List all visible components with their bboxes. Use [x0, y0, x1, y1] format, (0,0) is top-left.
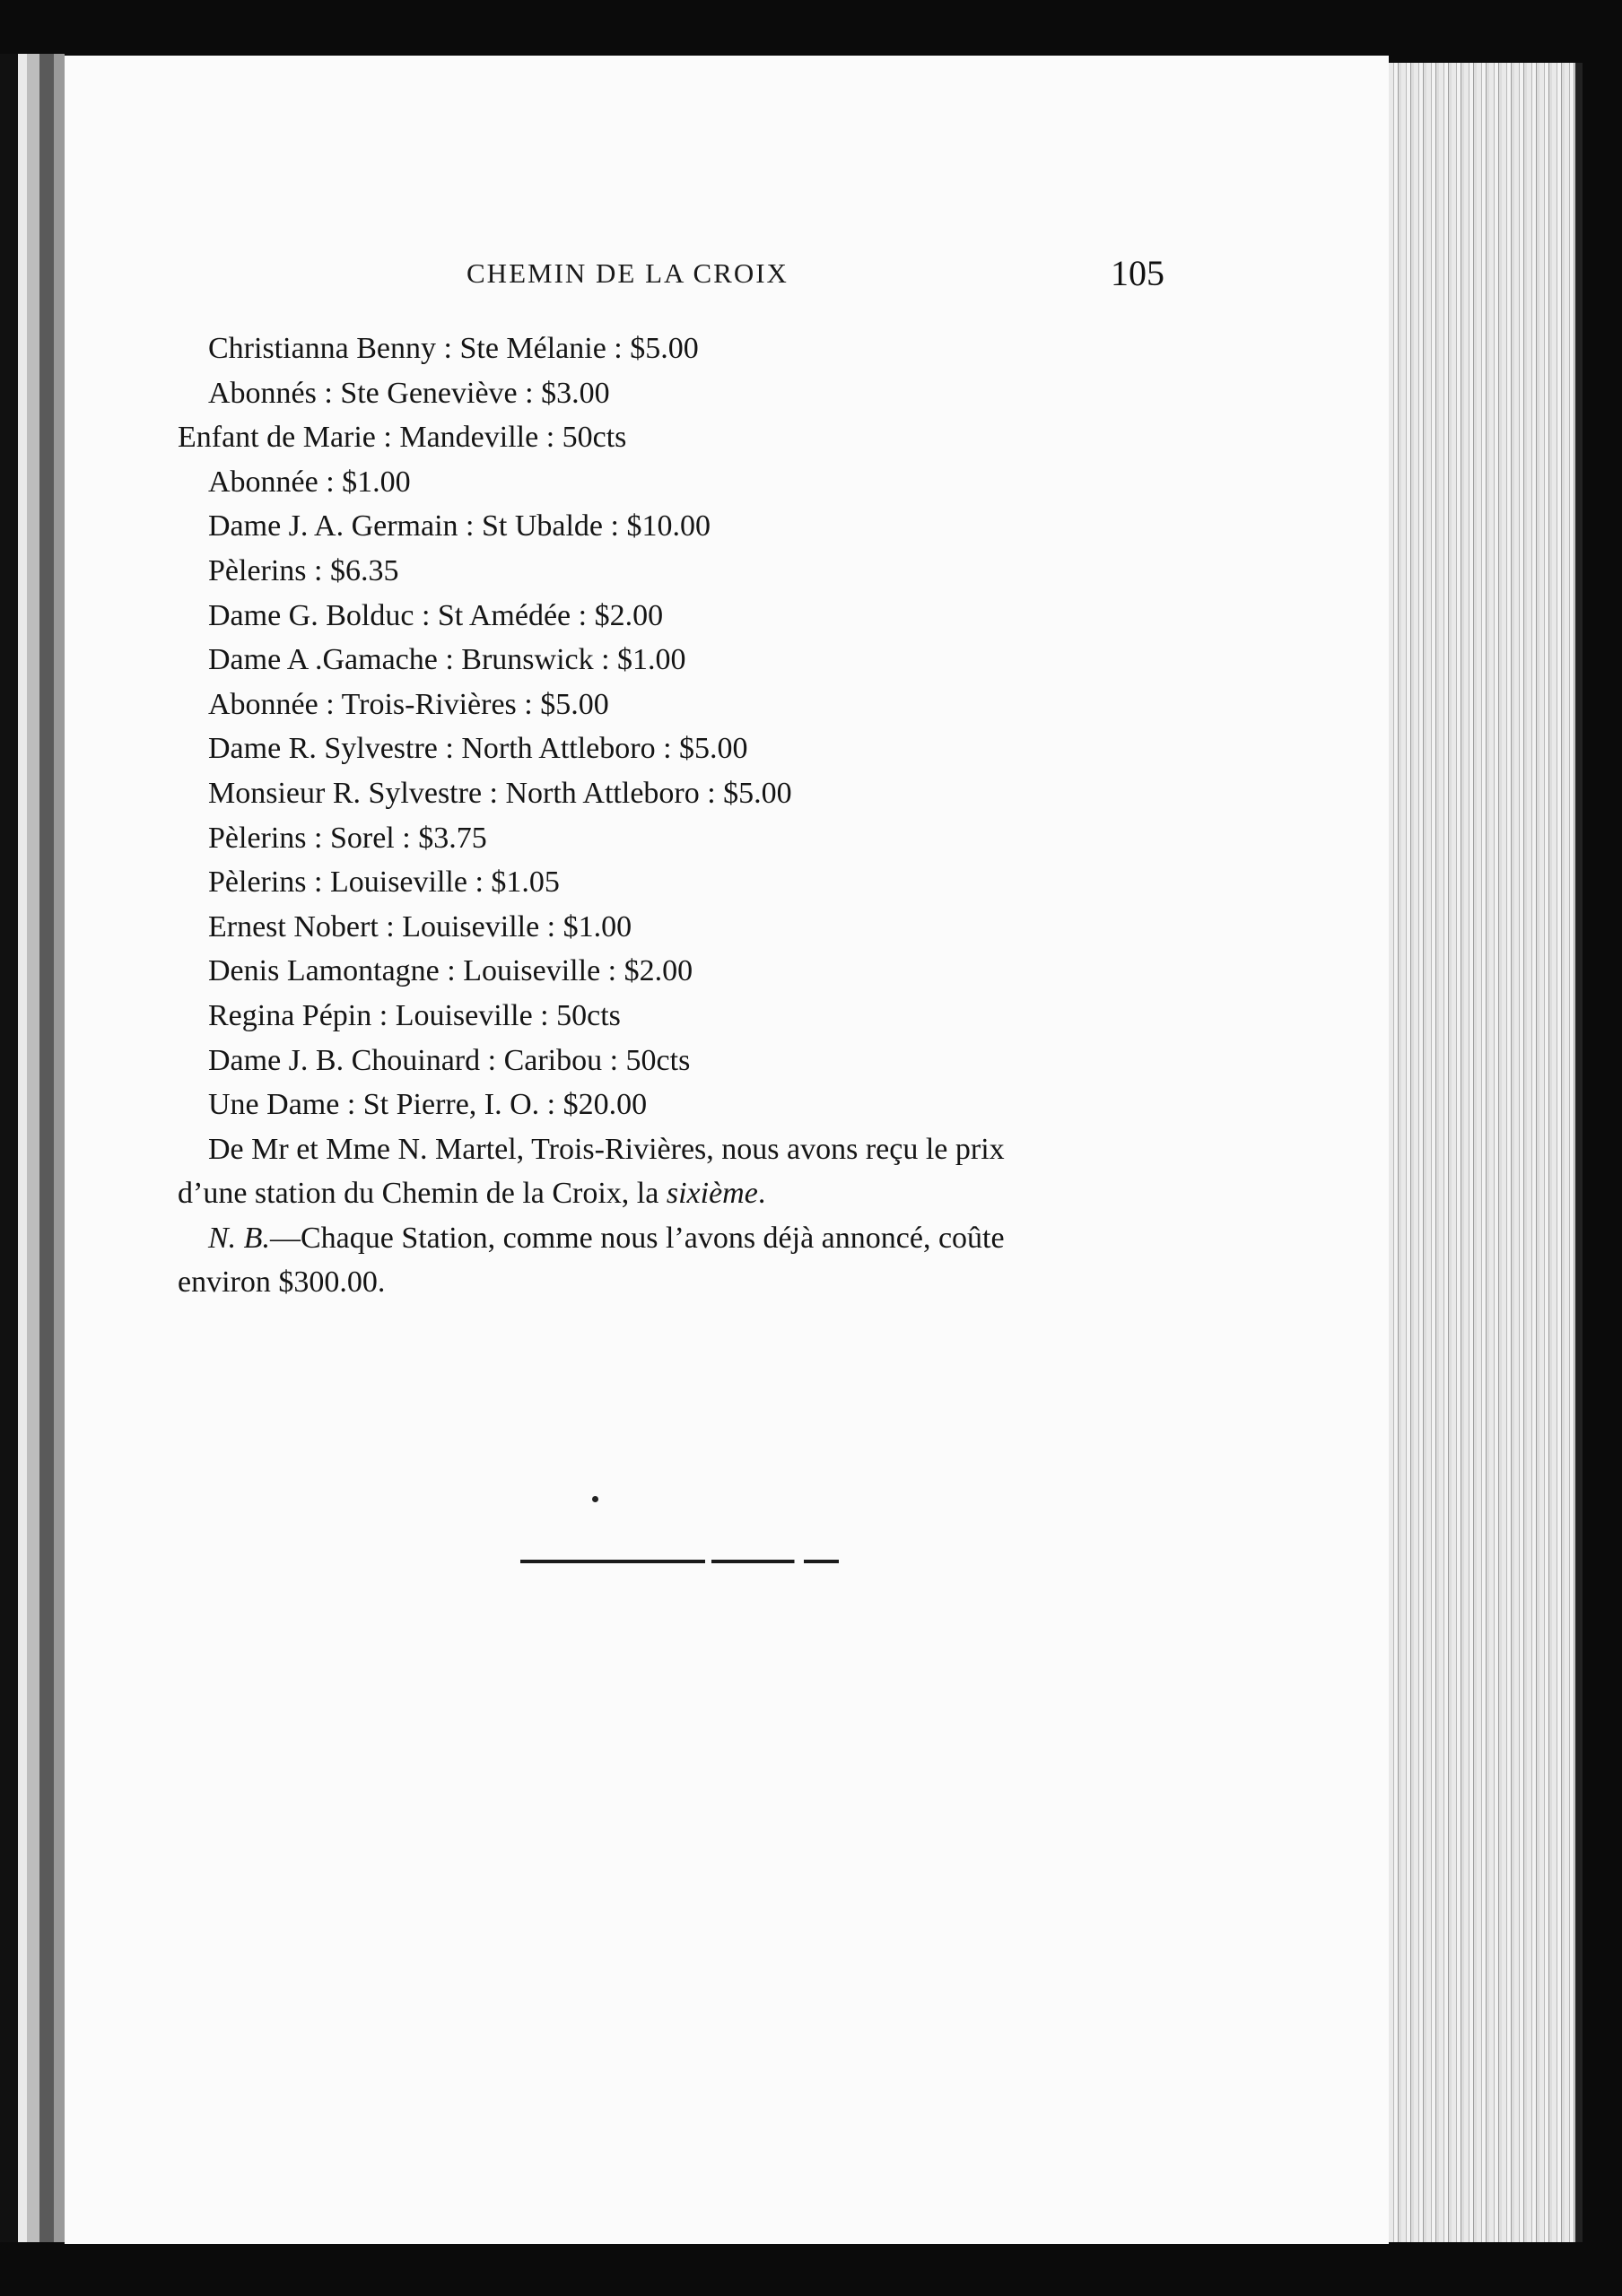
list-item: Christianna Benny : Ste Mélanie : $5.00	[208, 332, 699, 365]
list-item: Regina Pépin : Louiseville : 50cts	[208, 998, 621, 1032]
section-end-rule	[520, 1560, 839, 1563]
paragraph-martel-line-2	[174, 1171, 1161, 1216]
list-item: Dame J. A. Germain : St Ubalde : $10.00	[208, 509, 711, 544]
list-item: Dame G. Bolduc : St Amédée : $2.00	[208, 598, 664, 632]
running-title: CHEMIN DE LA CROIX	[467, 257, 789, 289]
list-item: Monsieur R. Sylvestre : North Attleboro : $5.00	[208, 776, 792, 810]
list-item: Dame J. B. Chouinard : Caribou : 50cts	[208, 1043, 691, 1077]
paragraph-nb-line-1	[174, 1216, 1161, 1261]
list-item: Pèlerins : Louiseville : $1.05	[208, 865, 560, 900]
left-page-edge	[0, 54, 65, 2242]
nb-text: —Chaque Station, comme nous l’avons déjà annoncé, coûte	[269, 1221, 1005, 1255]
paragraph-martel-text: d’une station du Chemin de la Croix, la	[178, 1177, 667, 1211]
list-item: Une Dame : St Pierre, I. O. : $20.00	[208, 1088, 648, 1122]
paragraph-martel-line-1: De Mr et Mme N. Martel, Trois-Rivières, nous avons reçu le prix	[208, 1132, 1005, 1166]
list-item: Dame A .Gamache : Brunswick : $1.00	[208, 643, 686, 677]
list-item: Pèlerins : $6.35	[208, 553, 399, 587]
list-item: Ernest Nobert : Louiseville : $1.00	[208, 909, 632, 944]
nb-label: N. B.	[208, 1221, 270, 1255]
page-number: 105	[1111, 253, 1164, 293]
paragraph-martel-period: .	[757, 1177, 766, 1211]
running-header	[0, 253, 1622, 293]
list-item: Abonnés : Ste Geneviève : $3.00	[208, 376, 610, 410]
list-item: Abonnée : Trois-Rivières : $5.00	[208, 687, 609, 721]
ink-speck	[592, 1496, 598, 1502]
list-item: Denis Lamontagne : Louiseville : $2.00	[208, 954, 693, 988]
page-body	[174, 326, 1161, 1305]
paragraph-nb-line-2: environ $300.00.	[178, 1265, 386, 1300]
list-item: Enfant de Marie : Mandeville : 50cts	[178, 421, 627, 455]
list-item: Dame R. Sylvestre : North Attleboro : $5.00	[208, 732, 748, 766]
list-item: Pèlerins : Sorel : $3.75	[208, 821, 487, 855]
list-item: Abonnée : $1.00	[208, 465, 411, 499]
page-stack-edge	[1389, 63, 1583, 2242]
paragraph-martel-italic: sixième	[666, 1177, 758, 1211]
